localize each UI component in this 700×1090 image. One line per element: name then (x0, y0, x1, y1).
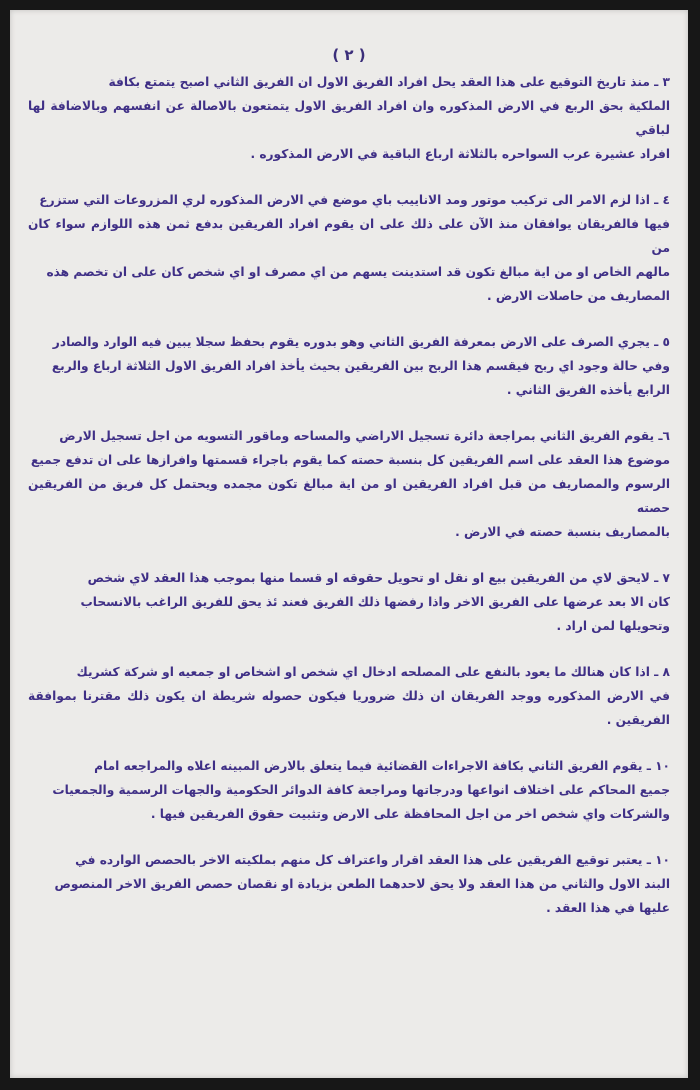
clause-number: ٥ ـ (654, 335, 670, 349)
document-body (28, 70, 670, 942)
clause-text: اذا كان هنالك ما يعود بالنفع على المصلحه ادخال اي شخص او اشخاص او جمعيه او شركة كشريك في الارض المذكوره ووجد الفريقان ان ذلك ضروريا فيكون حصوله شريطة ان يكون ذلك مقترنا بموافقة الفريقين . (28, 665, 670, 727)
clause-number: ٨ ـ (654, 665, 670, 679)
clause-number: ٧ ـ (654, 571, 670, 585)
clause-10b (28, 848, 670, 920)
clause-text: اذا لزم الامر الى تركيب موتور ومد الاناييب باي موضع في الارض المذكوره لري المزروعات التي ستزرع فيها فالفريقان يوافقان منذ الآن على ذلك على ان يقوم افراد الفريقين بدفع ثمن هذه اللوازم سواء كان من مالهم الخاص او من اية مبالغ تكون قد استدينت يسهم من اي مصرف او اي شخص كان على ان تخصم هذه المصاريف من حاصلات الارض . (28, 193, 670, 303)
page-number: ( ٢ ) (332, 46, 366, 64)
clause-6 (28, 424, 670, 544)
clause-text: يعتبر توقيع الفريقين على هذا العقد اقرار واعتراف كل منهم بملكيته الاخر بالحصص الوارده في البند الاول والثاني من هذا العقد ولا يحق لاحدهما الطعن بزيادة او نقصان حصص الفريق الاخر المنصوص عليها في هذا العقد . (54, 853, 670, 915)
clause-number: ١٠ ـ (646, 853, 670, 867)
clause-text: منذ تاريخ التوقيع على هذا العقد يحل افراد الفريق الاول ان الفريق الثاني اصبح يتمتع بكافة الملكية بحق الربع في الارض المذكوره وان افراد الفريق الاول يتمتعون بالاصالة عن انفسهم وبالاضافة لها لباقي افراد عشيرة عرب السواحره بالثلاثة ارباع الباقية في الارض المذكوره . (28, 75, 670, 161)
clause-text: لايحق لاي من الفريقين بيع او نقل او تحويل حقوقه او قسما منها بموجب هذا العقد لاي شخص كان الا بعد عرضها على الفريق الاخر واذا رفضها ذلك الفريق فعند ئذ يحق للفريق الراغب بالانسحاب وتحويلها لمن اراد . (80, 571, 670, 633)
clause-number: ٣ ـ (654, 75, 670, 89)
clause-4 (28, 188, 670, 308)
clause-number: ٤ ـ (654, 193, 670, 207)
clause-number: ١٠ ـ (646, 759, 670, 773)
clause-8 (28, 660, 670, 732)
clause-10a (28, 754, 670, 826)
clause-text: يقوم الفريق الثاني بمراجعة دائرة تسجيل الاراضي والمساحه وماقور التسويه من اجل تسجيل الارض موضوع هذا العقد على اسم الفريقين كل بنسبة حصته كما يقوم باجراء قسمتها وافرازها على ان تدفع جميع الرسوم والمصاريف من قبل افراد الفريقين او من اية مبالغ تكون مجمده ويحتمل كل فريق من الفريقين حصته بالمصاريف بنسبة حصته في الارض . (28, 429, 670, 539)
clause-number: ٦ـ (658, 429, 670, 443)
clause-text: يجري الصرف على الارض بمعرفة الفريق الثاني وهو بدوره يقوم بحفظ سجلا يبين فيه الوارد والصادر وفي حالة وجود اي ربح فيقسم هذا الربح بين الفريقين بحيث يأخذ افراد الفريق الاول الثلاثة ارباع والربع الرابع يأخذه الفريق الثاني . (51, 335, 670, 397)
clause-3 (28, 70, 670, 166)
clause-7 (28, 566, 670, 638)
clause-5 (28, 330, 670, 402)
clause-text: يقوم الفريق الثاني بكافة الاجراءات القضائية فيما يتعلق بالارض المبينه اعلاه والمراجعه امام جميع المحاكم على اختلاف انواعها ودرجاتها ومراجعة كافة الدوائر الحكومية والجهات الرسمية والجمعيات والشركات واي شخص اخر من اجل المحافظة على الارض وتثبيت حقوق الفريقين فيها . (52, 759, 670, 821)
document-page (10, 10, 688, 1078)
